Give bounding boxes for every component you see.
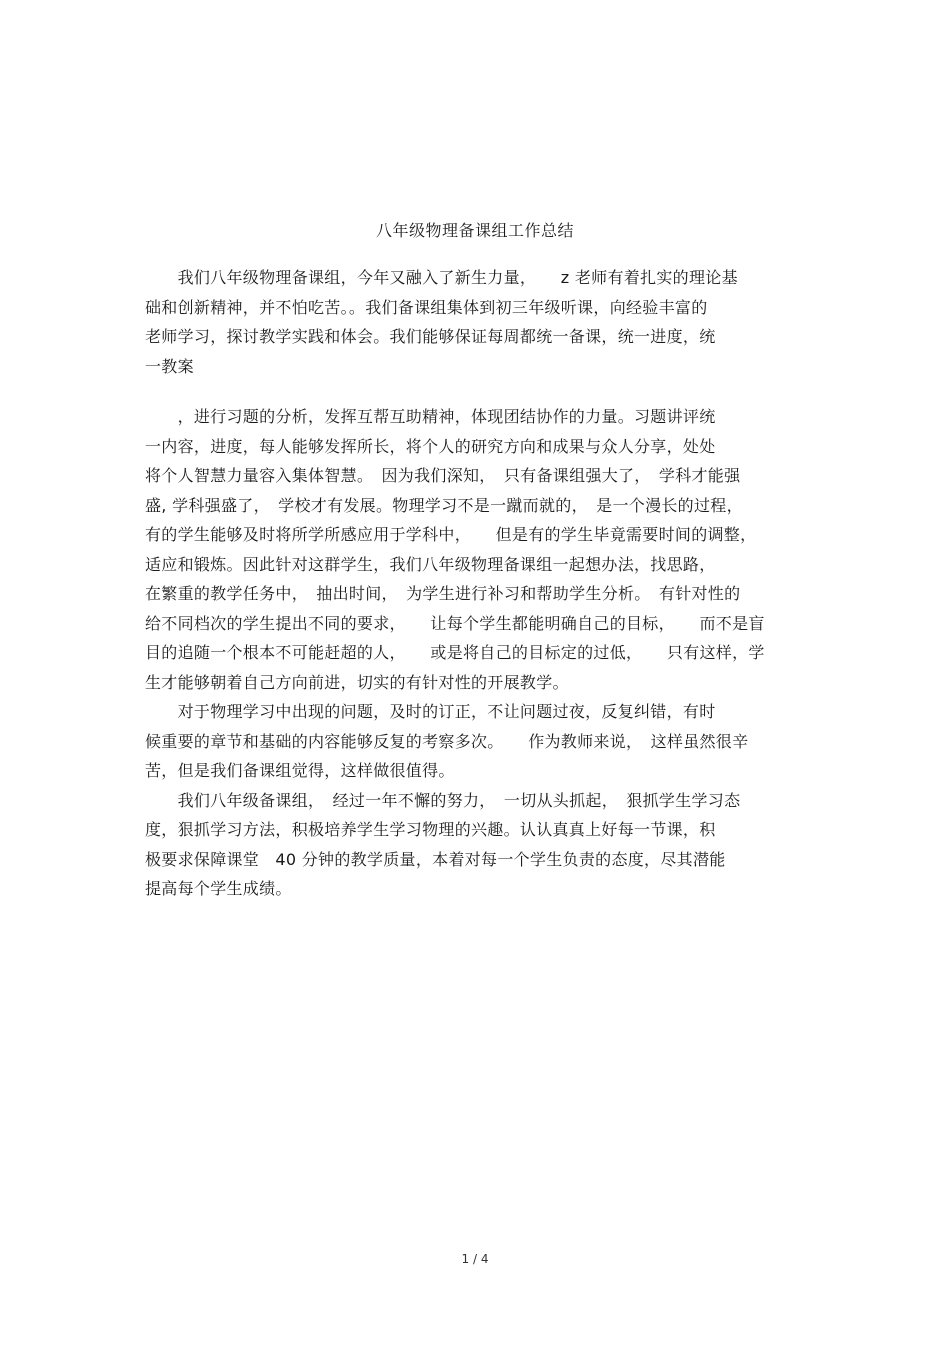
text-line: 目的追随一个根本不可能赶超的人， 或是将自己的目标定的过低， 只有这样，学 (145, 643, 765, 662)
text-line: 盛, 学科强盛了， 学校才有发展。物理学习不是一蹴而就的， 是一个漫长的过程， (145, 495, 743, 515)
text-line: 一教案 (145, 356, 194, 376)
text-line: 我们八年级物理备课组，今年又融入了新生力量， z 老师有着扎实的理论基 (145, 268, 738, 287)
text-line: 老师学习，探讨教学实践和体会。我们能够保证每周都统一备课，统一进度，统 (145, 327, 716, 346)
page-number: 1 / 4 (461, 1252, 489, 1266)
paragraph-block-1 (145, 263, 810, 381)
text-line: 苦，但是我们备课组觉得，这样做很值得。 (145, 761, 455, 780)
text-line: 对于物理学习中出现的问题，及时的订正，不让问题过夜，反复纠错，有时 (145, 702, 716, 721)
text-line: ，进行习题的分析，发挥互帮互助精神，体现团结协作的力量。习题讲评统 (145, 407, 716, 426)
text-line: 生才能够朝着自己方向前进，切实的有针对性的开展教学。 (145, 672, 569, 692)
text-line: 一内容，进度，每人能够发挥所长，将个人的研究方向和成果与众人分享，处处 (145, 436, 716, 456)
text-line: 我们八年级备课组， 经过一年不懈的努力， 一切从头抓起， 狠抓学生学习态 (145, 790, 741, 810)
text-line: 给不同档次的学生提出不同的要求， 让每个学生都能明确自己的目标， 而不是盲 (145, 613, 765, 633)
text-line: 有的学生能够及时将所学所感应用于学科中， 但是有的学生毕竟需要时间的调整， (145, 525, 757, 544)
text-line: 础和创新精神，并不怕吃苦。。我们备课组集体到初三年级听课，向经验丰富的 (145, 297, 708, 317)
text-line: 将个人智慧力量容入集体智慧。 因为我们深知， 只有备课组强大了， 学科才能强 (145, 466, 741, 485)
document-title: 八年级物理备课组工作总结 (375, 221, 574, 240)
text-line: 提高每个学生成绩。 (145, 879, 292, 898)
text-line: 在繁重的教学任务中， 抽出时间， 为学生进行补习和帮助学生分析。 有针对性的 (145, 584, 741, 603)
text-line: 候重要的章节和基础的内容能够反复的考察多次。 作为教师来说， 这样虽然很辛 (145, 731, 749, 751)
text-line: 度，狠抓学习方法，积极培养学生学习物理的兴趣。认认真真上好每一节课，积 (145, 820, 716, 839)
text-line: 适应和锻炼。因此针对这群学生，我们八年级物理备课组一起想办法，找思路， (145, 554, 716, 574)
paragraph-block-2 (145, 402, 810, 904)
text-line: 极要求保障课堂 40 分钟的教学质量，本着对每一个学生负责的态度，尽其潜能 (145, 849, 726, 869)
